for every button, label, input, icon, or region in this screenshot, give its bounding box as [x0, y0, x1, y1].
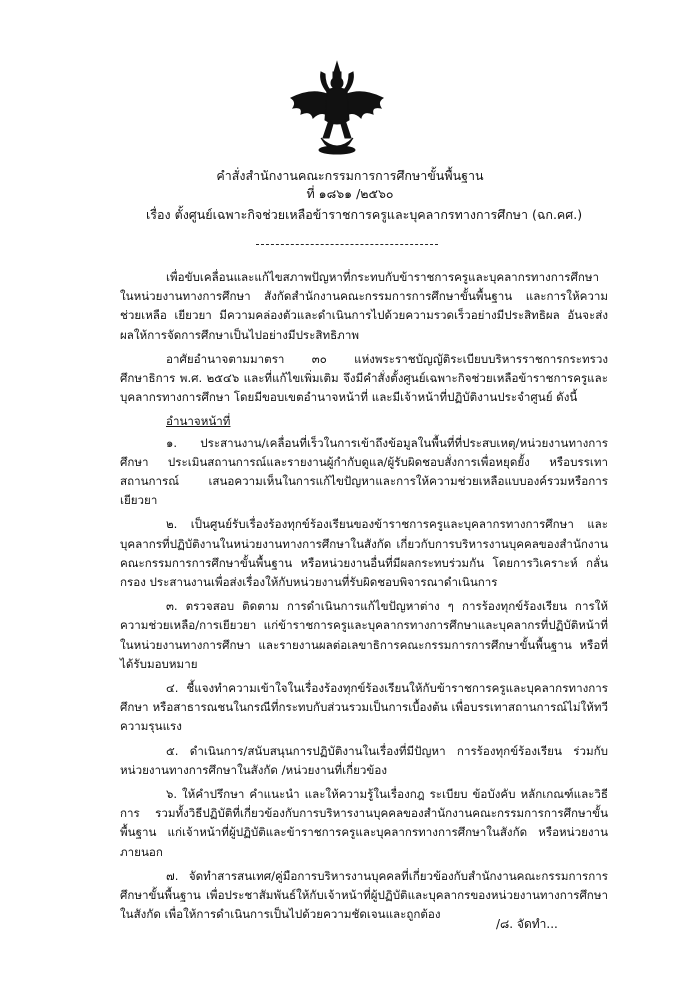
duty-item-3: ๓. ตรวจสอบ ติดตาม การดำเนินการแก้ไขปัญหาต่าง ๆ การร้องทุกข์ร้องเรียน การให้ความช่วยเหลือ/การเยียวยา แก่ข้าราชการครูและบุคลากรทางการศึกษาและบุคลากรที่ปฏิบัติหน้าที่ในหน่วยงานทางการศึกษา และรายงานผลต่อเลขาธิการคณะกรรมการการศึกษาขั้นพื้นฐาน หรือที่ได้รับมอบหมาย	[120, 599, 608, 671]
order-number: ที่ ๑๘๖๑ /๒๕๖๐	[306, 186, 394, 201]
duty-item-2: ๒. เป็นศูนย์รับเรื่องร้องทุกข์ร้องเรียนของข้าราชการครูและบุคลากรทางการศึกษา และบุคลากรที่ปฏิบัติงานในหน่วยงานทางการศึกษาในสังกัด เกี่ยวกับการบริหารงานบุคคลของสำนักงานคณะกรรมการการศึกษาขั้นพื้นฐาน หรือหน่วยงานอื่นที่มีผลกระทบร่วมกัน โดยการวิเคราะห์ กลั่นกรอง ประสานงานเพื่อส่งเรื่องให้กับหน่วยงานที่รับผิดชอบพิจารณาดำเนินการ	[120, 517, 608, 590]
duty-item-4: ๔. ชี้แจงทำความเข้าใจในเรื่องร้องทุกข์ร้องเรียนให้กับข้าราชการครูและบุคลากรทางการศึกษา หรือสาธารณชนในกรณีที่กระทบกับส่วนรวมเป็นการเบื้องต้น เพื่อบรรเทาสถานการณ์ไม่ให้ทวีความรุนแรง	[120, 681, 608, 734]
order-subject: เรื่อง ตั้งศูนย์เฉพาะกิจช่วยเหลือข้าราชการครูและบุคลากรทางการศึกษา (ฉก.คศ.)	[146, 207, 583, 222]
separator-line	[256, 244, 438, 245]
continuation-note: /๘. จัดทำ...	[496, 917, 558, 931]
duty-item-6: ๖. ให้คำปรึกษา คำแนะนำ และให้ความรู้ในเรื่องกฎ ระเบียบ ข้อบังคับ หลักเกณฑ์และวิธีการ รวมทั้งวิธีปฏิบัติที่เกี่ยวข้องกับการบริหารงานบุคคลของสำนักงานคณะกรรมการการศึกษาขั้นพื้นฐาน แก่เจ้าหน้าที่ผู้ปฏิบัติและข้าราชการครูและบุคลากรทางการศึกษาในสังกัด หรือหน่วยงานภายนอก	[120, 787, 608, 859]
duty-item-1: ๑. ประสานงาน/เคลื่อนที่เร็วในการเข้าถึงข้อมูลในพื้นที่ที่ประสบเหตุ/หน่วยงานทางการศึกษา ประเมินสถานการณ์และรายงานผู้กำกับดูแล/ผู้รับผิดชอบสั่งการเพื่อหยุดยั้ง หรือบรรเทาสถานการณ์ เสนอความเห็นในการแก้ไขปัญหาและการให้ความช่วยเหลือแบบองค์รวมหรือการเยียวยา	[120, 435, 608, 508]
paragraph-authority: อาศัยอำนาจตามมาตรา ๓๐ แห่งพระราชบัญญัติระเบียบบริหารราชการกระทรวงศึกษาธิการ พ.ศ. ๒๕๔๖ และที่แก้ไขเพิ่มเติม จึงมีคำสั่งตั้งศูนย์เฉพาะกิจช่วยเหลือข้าราชการครูและบุคลากรทางการศึกษา โดยมีขอบเขตอำนาจหน้าที่ และมีเจ้าหน้าที่ปฏิบัติงานประจำศูนย์ ดังนี้	[120, 351, 608, 405]
paragraph-purpose: เพื่อขับเคลื่อนและแก้ไขสภาพปัญหาที่กระทบกับข้าราชการครูและบุคลากรทางการศึกษา ในหน่วยงานทางการศึกษา สังกัดสำนักงานคณะกรรมการการศึกษาขั้นพื้นฐาน และการให้ความช่วยเหลือ เยียวยา มีความคล่องตัวและดำเนินการไปด้วยความรวดเร็วอย่างมีประสิทธิผล อันจะส่งผลให้การจัดการศึกษาเป็นไปอย่างมีประสิทธิภาพ	[120, 270, 608, 342]
duty-item-7: ๗. จัดทำสารสนเทศ/คู่มือการบริหารงานบุคคลที่เกี่ยวข้องกับสำนักงานคณะกรรมการการศึกษาขั้นพื้นฐาน เพื่อประชาสัมพันธ์ให้กับเจ้าหน้าที่ผู้ปฏิบัติและบุคลากรของหน่วยงานทางการศึกษาในสังกัด เพื่อให้การดำเนินการเป็นไปด้วยความชัดเจนและถูกต้อง	[120, 868, 608, 922]
duty-item-5: ๕. ดำเนินการ/สนับสนุนการปฏิบัติงานในเรื่องที่มีปัญหา การร้องทุกข์ร้องเรียน ร่วมกับหน่วยงานทางการศึกษาในสังกัด /หน่วยงานที่เกี่ยวข้อง	[120, 743, 608, 777]
order-issuer: คำสั่งสำนักงานคณะกรรมการการศึกษาขั้นพื้นฐาน	[216, 168, 484, 183]
duties-heading: อำนาจหน้าที่	[166, 414, 231, 429]
garuda-emblem-icon	[283, 58, 391, 158]
order-body	[120, 268, 608, 930]
